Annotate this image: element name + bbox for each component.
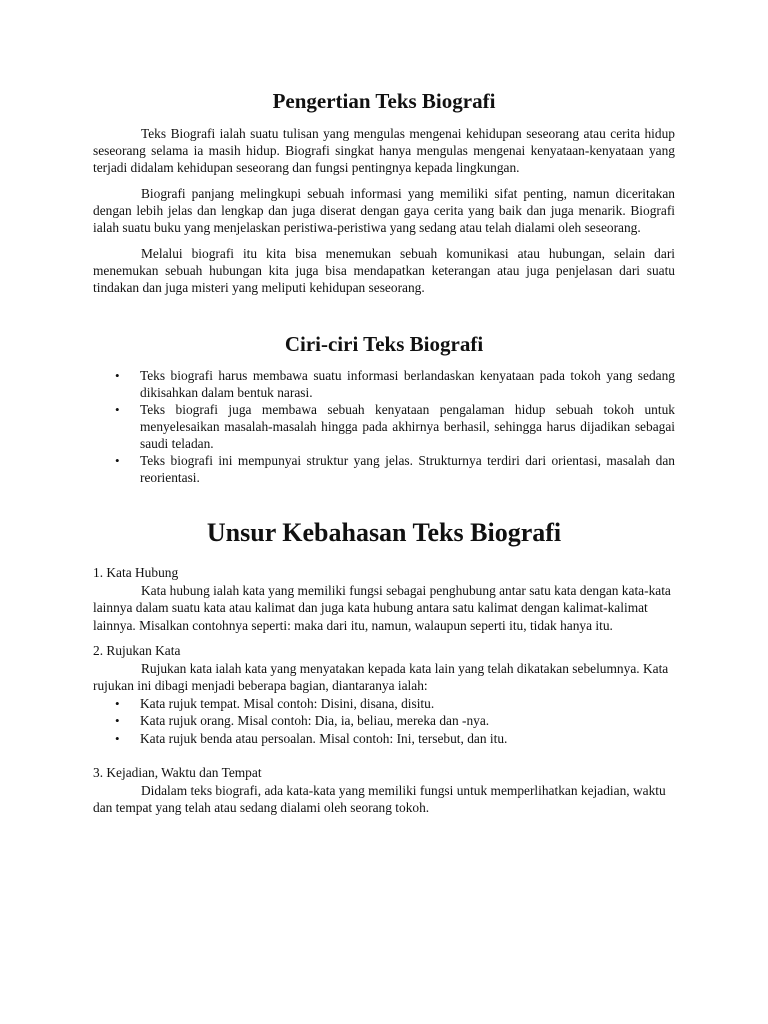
- ciri-ciri-list: [93, 367, 675, 486]
- subsection-label: 1. Kata Hubung: [93, 565, 179, 580]
- section-title-ciri-ciri: Ciri-ciri Teks Biografi: [284, 332, 484, 356]
- list-item: • Kata rujuk tempat. Misal contoh: Disini, disana, disitu.: [93, 695, 675, 713]
- list-item: • Teks biografi ini mempunyai struktur yang jelas. Strukturnya terdiri dari orientasi, masalah dan reorientasi.: [93, 452, 675, 486]
- paragraph: Teks Biografi ialah suatu tulisan yang mengulas mengenai kehidupan seseorang atau cerita hidup seseorang selama ia masih hidup. Biografi singkat hanya mengulas mengenai kenyataan-kenyataan yang terjadi didalam kehidupan seseorang dan fungsi pentingnya kepada lingkungan.: [93, 126, 675, 175]
- list-item: • Kata rujuk benda atau persoalan. Misal contoh: Ini, tersebut, dan itu.: [93, 730, 675, 748]
- rujukan-kata-list: [93, 695, 675, 748]
- list-item: • Teks biografi juga membawa sebuah kenyataan pengalaman hidup sebuah tokoh untuk menyelesaikan masalah-masalah hingga pada akhirnya berhasil, sehingga harus dijadikan sebagai saudi teladan.: [93, 401, 675, 452]
- section-title-unsur-kebahasan: Unsur Kebahasan Teks Biografi: [206, 518, 562, 547]
- subsection-label: 2. Rujukan Kata: [93, 643, 181, 658]
- section-title-pengertian: Pengertian Teks Biografi: [272, 89, 496, 113]
- paragraph: Biografi panjang melingkupi sebuah informasi yang memiliki sifat penting, namun diceritakan dengan lebih jelas dan lengkap dan juga diserat dengan gaya cerita yang baik dan juga menarik. Biografi ialah suatu buku yang menjelaskan peristiwa-peristiwa yang sedang atau telah dialami oleh seseorang.: [93, 186, 675, 235]
- subsection-label: 3. Kejadian, Waktu dan Tempat: [93, 765, 262, 780]
- paragraph: Rujukan kata ialah kata yang menyatakan kepada kata lain yang telah dikatakan sebelumnya. Kata rujukan ini dibagi menjadi beberapa bagian, diantaranya ialah:: [93, 660, 669, 693]
- list-item: • Kata rujuk orang. Misal contoh: Dia, ia, beliau, mereka dan -nya.: [93, 712, 675, 730]
- list-item: • Teks biografi harus membawa suatu informasi berlandaskan kenyataan pada tokoh yang sedang dikisahkan dalam bentuk narasi.: [93, 367, 675, 401]
- paragraph: Kata hubung ialah kata yang memiliki fungsi sebagai penghubung antar satu kata dengan kata-kata lainnya dalam suatu kata atau kalimat dan juga kata hubung antara satu kalimat dengan kalimat-kalimat lainnya. Misalkan contohnya seperti: maka dari itu, namun, walaupun seperti itu, tidak hanya itu.: [93, 582, 671, 633]
- paragraph: Melalui biografi itu kita bisa menemukan sebuah komunikasi atau hubungan, selain dari menemukan sebuah hubungan kita juga bisa mendapatkan keterangan atau juga penjelasan dari suatu tindakan dan juga misteri yang meliputi kehidupan seseorang.: [93, 246, 675, 295]
- paragraph: Didalam teks biografi, ada kata-kata yang memiliki fungsi untuk memperlihatkan kejadian, waktu dan tempat yang telah atau sedang dialami oleh seorang tokoh.: [93, 782, 666, 815]
